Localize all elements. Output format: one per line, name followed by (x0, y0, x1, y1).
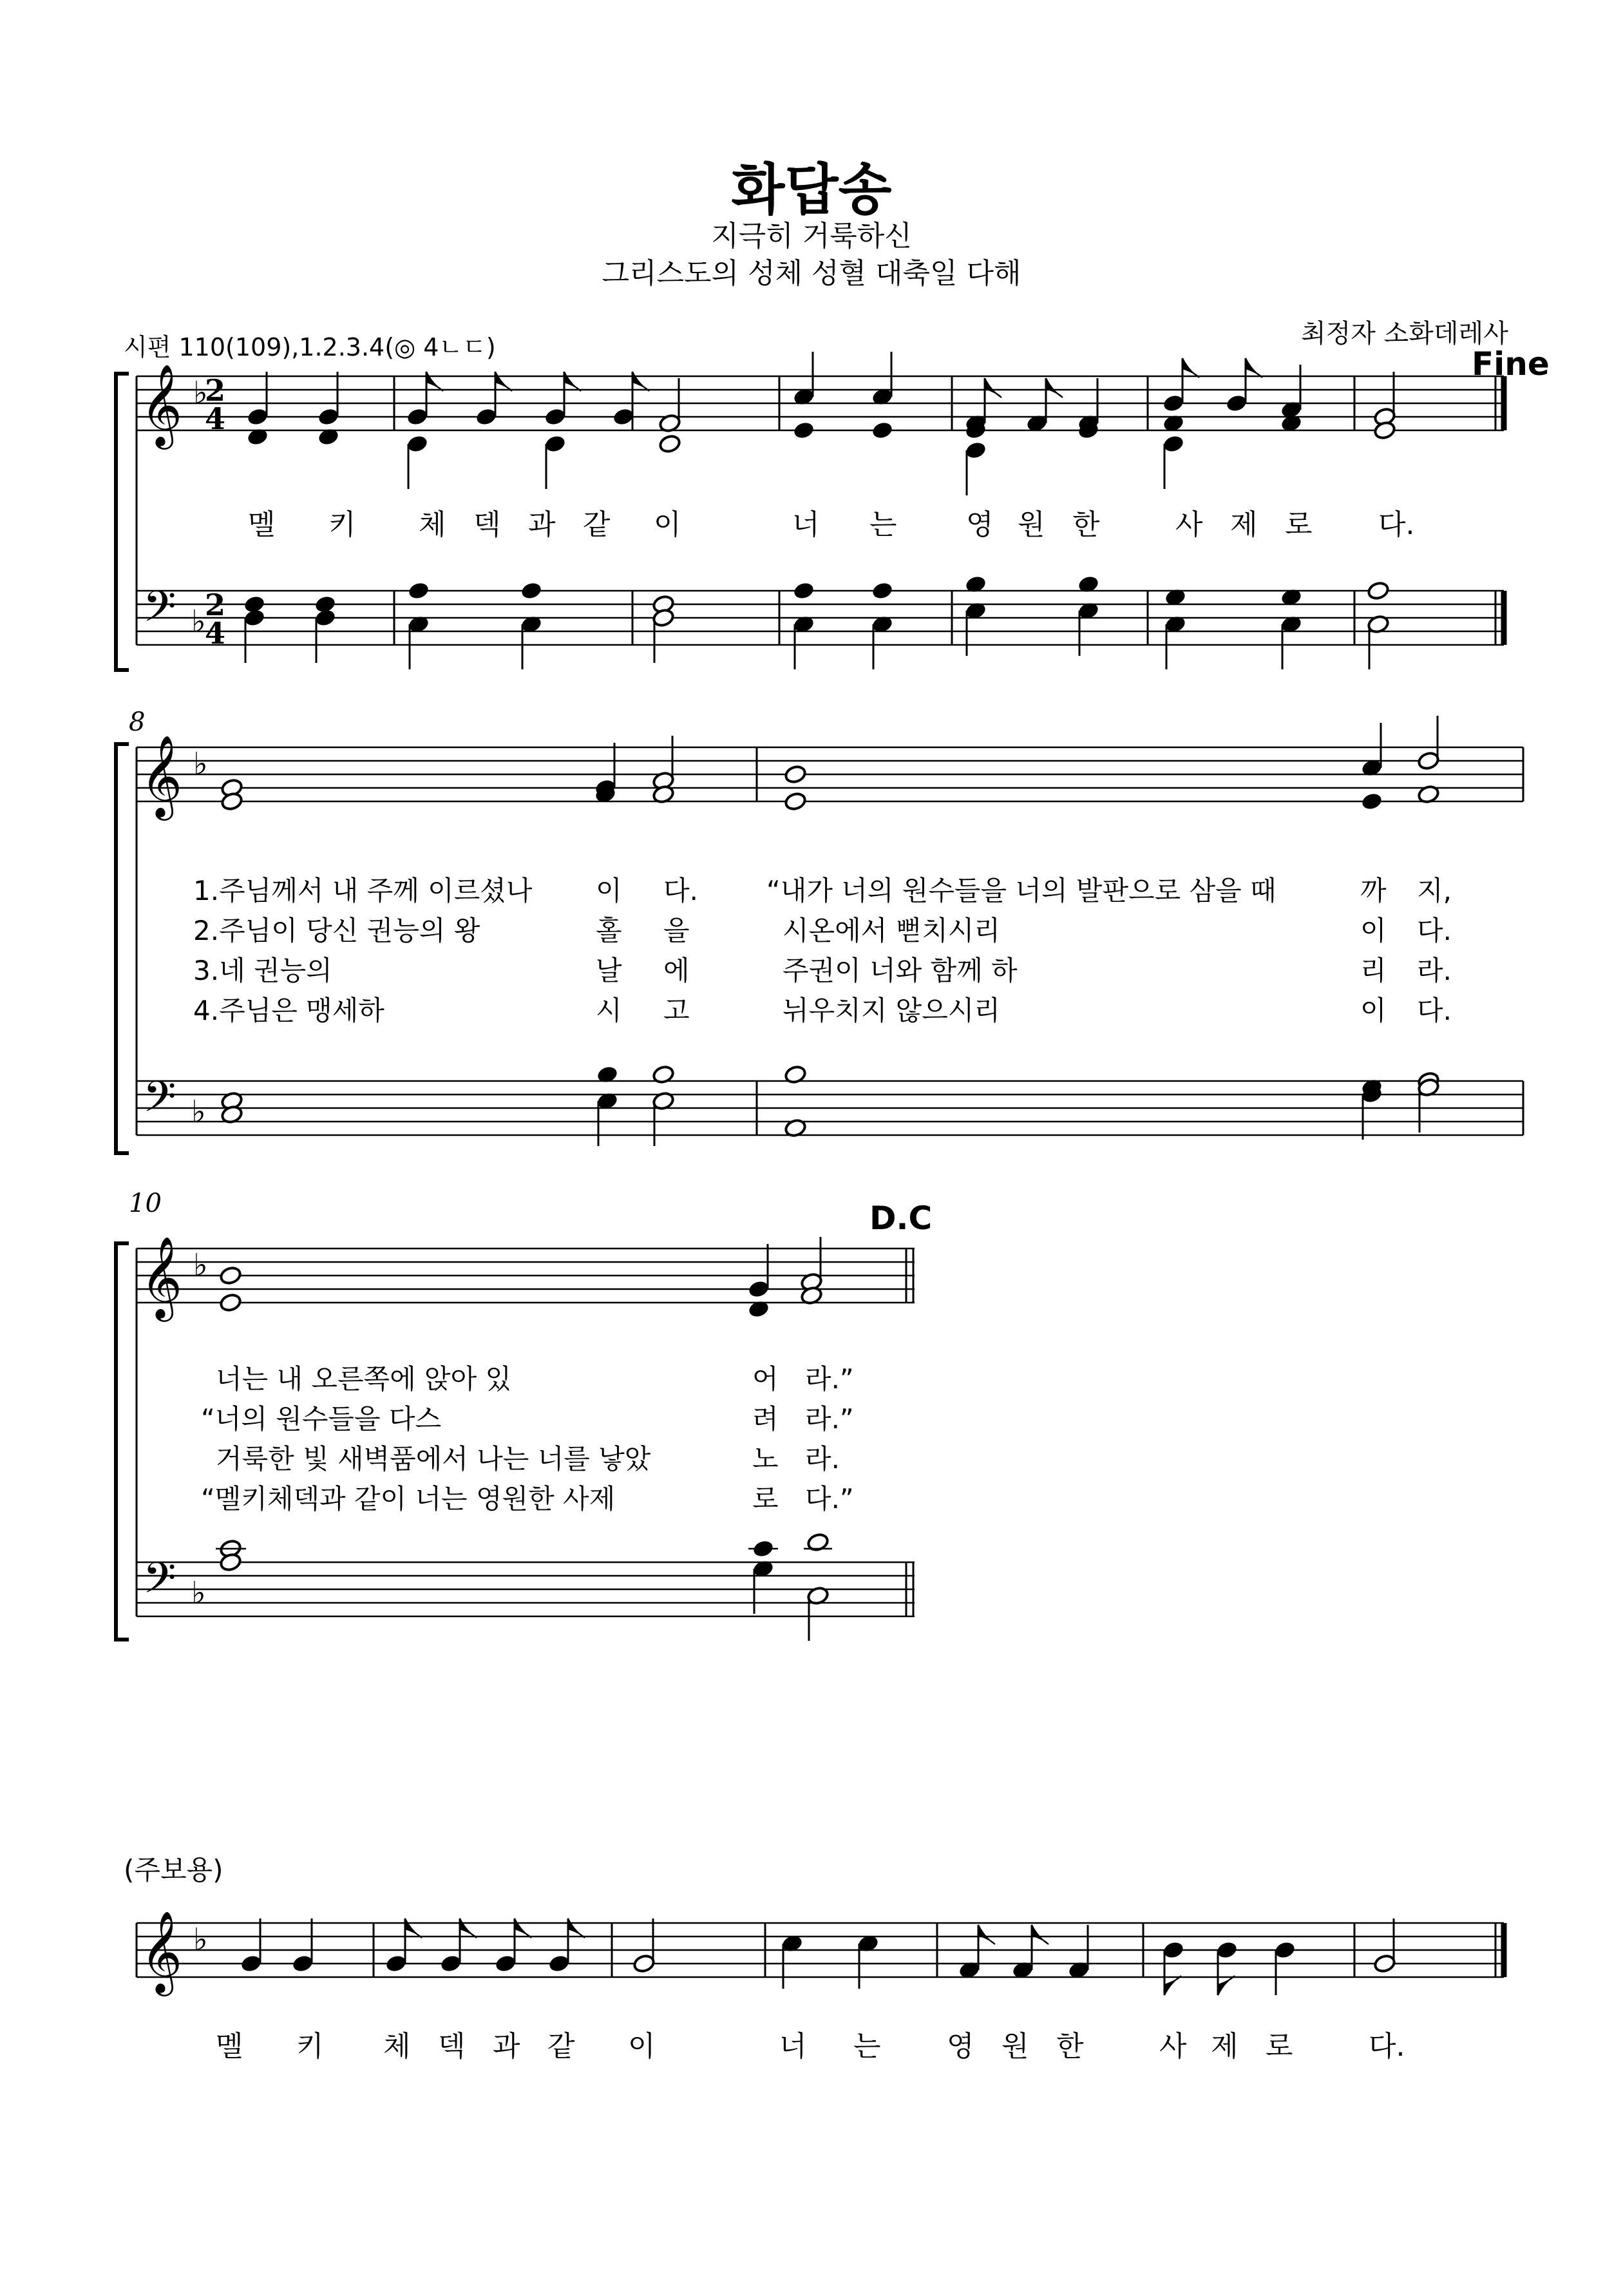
note-flag (1218, 1976, 1235, 1995)
verse-3-cont-c: 라. (805, 1443, 840, 1475)
verse-1-cont-a: 너는 내 오른쪽에 앉아 있 (216, 1363, 512, 1395)
bass-note-head (792, 581, 815, 601)
refrain-syllable: 너 (792, 508, 820, 541)
bulletin-syllable: 한 (1056, 2030, 1084, 2063)
refrain-syllable: 과 (528, 508, 556, 541)
bulletin-syllable: 는 (853, 2030, 881, 2063)
time-sig-bottom: 4 (205, 616, 226, 651)
treble-clef: 𝄞 (140, 363, 183, 446)
verse-3-text-f: 라. (1417, 955, 1452, 986)
bass-note-head (1367, 581, 1390, 601)
verse-1-cont-c: 라.” (805, 1363, 854, 1395)
note-flag (1164, 1976, 1181, 1995)
note-flag (460, 1918, 477, 1938)
verse-2-text-c: 을 (663, 915, 690, 946)
bass-note-head (520, 581, 543, 601)
note-flag (426, 372, 443, 391)
verse-2-cont-c: 라.” (805, 1403, 854, 1435)
whole-note (784, 792, 807, 812)
verse-3-text-e: 리 (1360, 955, 1387, 986)
verse-2-text-f: 다. (1417, 915, 1452, 946)
bass-clef: 𝄢 (143, 1072, 176, 1132)
treble-note-head (792, 421, 815, 441)
bulletin-syllable: 원 (1001, 2030, 1029, 2063)
time-sig-top: 2 (205, 373, 226, 408)
refrain-syllable: 키 (328, 508, 356, 541)
measure-number-10: 10 (129, 1189, 162, 1218)
treble-clef: 𝄞 (140, 1910, 183, 1993)
system-bracket (116, 374, 129, 670)
bulletin-syllable: 키 (296, 2030, 324, 2063)
verse-2-text-a: 2.주님이 당신 권능의 왕 (193, 915, 480, 946)
verse-2-text-e: 이 (1360, 915, 1387, 946)
dc-mark: D.C (869, 1200, 933, 1237)
treble-clef: 𝄞 (140, 734, 183, 817)
verse-4-text-d: 뉘우치지 않으시리 (783, 995, 1000, 1026)
whole-note (219, 1293, 242, 1313)
refrain-syllable: 한 (1072, 508, 1100, 541)
bulletin-syllable: 너 (779, 2030, 807, 2063)
verse-4-cont-a: “멜키체덱과 같이 너는 영원한 사제 (201, 1483, 616, 1515)
refrain-syllable: 이 (654, 508, 681, 541)
verse-1-text-a: 1.주님께서 내 주께 이르셨나 (193, 875, 533, 906)
bulletin-syllable: 덱 (438, 2030, 466, 2063)
refrain-syllable: 제 (1230, 508, 1258, 541)
flat-key: ♭ (193, 1922, 208, 1958)
refrain-syllable: 원 (1018, 508, 1045, 541)
note-flag (985, 378, 1001, 397)
verse-1-text-f: 지, (1417, 875, 1452, 906)
flat-key: ♭ (191, 1575, 206, 1611)
verse-4-text-b: 시 (596, 995, 622, 1026)
note-flag (1032, 1925, 1049, 1944)
bass-clef: 𝄢 (143, 1553, 176, 1613)
note-flag (564, 372, 581, 391)
bulletin-syllable: 과 (493, 2030, 520, 2063)
time-sig-top: 2 (205, 588, 226, 622)
refrain-syllable: 사 (1175, 508, 1203, 541)
flat-key: ♭ (193, 746, 208, 782)
composer: 최정자 소화데레사 (1301, 319, 1508, 349)
bulletin-syllable: 같 (547, 2030, 575, 2063)
note-flag (1182, 358, 1199, 378)
verse-4-cont-b: 로 (752, 1483, 779, 1515)
note-flag (568, 1918, 585, 1938)
verse-1-text-c: 다. (663, 875, 698, 906)
bass-note-head (407, 581, 430, 601)
bulletin-syllable: 다. (1369, 2030, 1405, 2063)
refrain-syllable: 같 (583, 508, 611, 541)
flat-key: ♭ (193, 1247, 208, 1283)
refrain-syllable: 덱 (473, 508, 501, 541)
subtitle-line-1: 지극히 거룩하신 (711, 220, 912, 253)
verse-1-text-e: 까 (1360, 875, 1387, 906)
bass-note-head (871, 581, 894, 601)
verse-1-text-b: 이 (596, 875, 622, 906)
page-title: 화답송 (731, 158, 892, 222)
verse-4-text-a: 4.주님은 맹세하 (193, 995, 384, 1026)
bulletin-syllable: 체 (383, 2030, 411, 2063)
verse-3-text-a: 3.네 권능의 (193, 955, 332, 986)
treble-clef: 𝄞 (140, 1236, 183, 1318)
verse-2-cont-a: “너의 원수들을 다스 (201, 1403, 442, 1435)
refrain-syllable: 다. (1378, 508, 1415, 541)
bulletin-syllable: 영 (947, 2030, 974, 2063)
verse-3-cont-b: 노 (752, 1443, 779, 1475)
note-flag (978, 1925, 995, 1944)
note-flag (632, 372, 649, 391)
verse-1-text-d: “내가 너의 원수들을 너의 발판으로 삼을 때 (766, 875, 1277, 906)
measure-number-8: 8 (129, 707, 146, 737)
refrain-syllable: 로 (1285, 508, 1313, 541)
treble-note-head (658, 434, 681, 454)
bulletin-label: (주보용) (124, 1854, 223, 1886)
flat-key: ♭ (193, 375, 208, 411)
verse-4-text-e: 이 (1360, 995, 1387, 1026)
verse-3-cont-a: 거룩한 빛 새벽품에서 나는 너를 낳았 (216, 1443, 651, 1475)
note-flag (405, 1918, 422, 1938)
refrain-syllable: 영 (966, 508, 994, 541)
verse-4-text-f: 다. (1417, 995, 1452, 1026)
note-flag (495, 372, 512, 391)
note-flag (1246, 358, 1262, 378)
fine-mark: Fine (1472, 345, 1550, 383)
note-flag (515, 1918, 531, 1938)
verse-3-text-c: 에 (663, 955, 690, 986)
treble-note-head (871, 421, 894, 441)
bulletin-syllable: 이 (628, 2030, 656, 2063)
verse-1-cont-b: 어 (752, 1363, 779, 1395)
verse-3-text-d: 주권이 너와 함께 하 (783, 955, 1018, 986)
verse-3-text-b: 날 (596, 955, 622, 986)
treble-note-head (1360, 792, 1383, 812)
bulletin-syllable: 멜 (216, 2030, 243, 2063)
bass-clef: 𝄢 (143, 582, 176, 642)
refrain-syllable: 멜 (248, 508, 276, 541)
psalm-source: 시편 110(109),1.2.3.4(◎ 4ㄴㄷ) (124, 333, 496, 361)
whole-note (219, 1266, 242, 1286)
bulletin-syllable: 사 (1159, 2030, 1187, 2063)
system-bracket (116, 744, 129, 1153)
note-flag (1046, 378, 1063, 397)
time-sig-bottom: 4 (205, 401, 226, 436)
verse-4-cont-c: 다.” (805, 1483, 854, 1515)
bulletin-syllable: 로 (1266, 2030, 1293, 2063)
system-bracket (116, 1243, 129, 1640)
flat-key: ♭ (191, 604, 206, 640)
verse-2-cont-b: 려 (752, 1403, 779, 1435)
flat-key: ♭ (191, 1094, 206, 1130)
verse-2-text-b: 홀 (596, 915, 622, 946)
verse-4-text-c: 고 (663, 995, 690, 1026)
refrain-syllable: 체 (419, 508, 446, 541)
verse-2-text-d: 시온에서 뻗치시리 (783, 915, 1000, 946)
subtitle-line-2: 그리스도의 성체 성혈 대축일 다해 (602, 257, 1021, 290)
refrain-syllable: 는 (869, 508, 897, 541)
whole-note (784, 765, 807, 785)
bulletin-syllable: 제 (1211, 2030, 1239, 2063)
